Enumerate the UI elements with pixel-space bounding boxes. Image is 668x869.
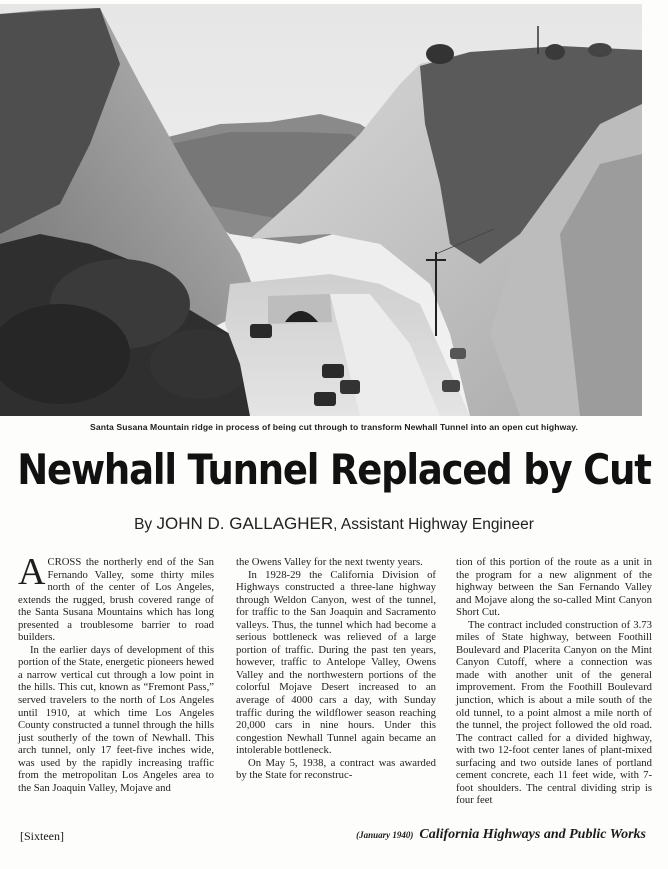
article-byline: [0, 514, 668, 534]
paragraph: tion of this portion of the route as a unit in the program for a new alignment of the highway between the San Fernando Valley and Mojave along the so-called Mint Canyon Short Cut.: [456, 556, 652, 619]
article-headline: Newhall Tunnel Replaced by Cut: [17, 446, 651, 495]
article-column-1: [18, 551, 214, 794]
author-title: , Assistant Highway Engineer: [333, 516, 534, 533]
author-name: JOHN D. GALLAGHER: [156, 514, 334, 533]
article-column-3: [456, 556, 652, 807]
paragraph: On May 5, 1938, a contract was awarded by the State for reconstruc-: [236, 756, 436, 782]
article-column-2: [236, 556, 436, 782]
photo-caption: Santa Susana Mountain ridge in process of being cut through to transform Newhall Tunnel into an open cut highway.: [90, 422, 578, 432]
paragraph: The contract included construction of 3.73 miles of State highway, between Foothill Boulevard and Placerita Canyon on the Mint Canyon Cutoff, where a connection was made with another unit of the general improvement. From the Foothill Boulevard junction, which is about a mile south of the old tunnel, to a point almost a mile north of the tunnel, the project followed the old road. The contract called for a divided highway, with two 12-foot center lanes of plant-mixed surfacing and two outside lanes of portland cement concrete, each 11 feet wide, with 7-foot shoulders. The central dividing strip is four feet: [456, 618, 652, 807]
magazine-title: California Highways and Public Works: [419, 827, 646, 842]
photograph-canyon-cut: [0, 4, 642, 416]
page-number: [Sixteen]: [20, 829, 64, 843]
paragraph: [18, 551, 214, 644]
canyon-photograph: [0, 4, 642, 416]
paragraph: In 1928-29 the California Division of Highways constructed a three-lane highway through Weldon Canyon, west of the tunnel, for traffic to the San Joaquin and Sacramento valleys. Thus, the tunnel which had become a serious bottleneck was relieved of a large portion of traffic. During the past ten years, however, traffic to Antelope Valley, Owens Valley and the northwestern portions of the colorful Mojave Desert increased to an average of 4000 cars a day, with Sunday traffic during the wildflower season reaching 20,000 cars in nine hours. Under this congestion Newhall Tunnel again became an intolerable bottleneck.: [236, 568, 436, 757]
paragraph: In the earlier days of development of this portion of the State, energetic pioneers hewed a narrow vertical cut through a low point in the hills. This cut, known as “Fremont Pass,” served travelers to the north of Los Angeles until 1910, at which time Los Angeles County constructed a tunnel through the hills just southerly of the town of Newhall. This arch tunnel, only 17 feet-five inches wide, was used by the rapidly increasing traffic from the metropolitan Los Angeles area to the San Joaquin Valley, Mojave and: [18, 643, 214, 794]
paragraph-text: CROSS the northerly end of the San Fernando Valley, some thirty miles north of the center of Los Angeles, extends the rugged, brush covered range of the Santa Susana Mountains which has long presented a troublesome barrier to road builders.: [18, 556, 214, 644]
byline-prefix: By: [134, 516, 157, 533]
paragraph: the Owens Valley for the next twenty years.: [236, 556, 423, 568]
issue-date: (January 1940): [356, 830, 414, 840]
magazine-footer: [356, 827, 646, 843]
drop-cap: A: [18, 551, 46, 593]
